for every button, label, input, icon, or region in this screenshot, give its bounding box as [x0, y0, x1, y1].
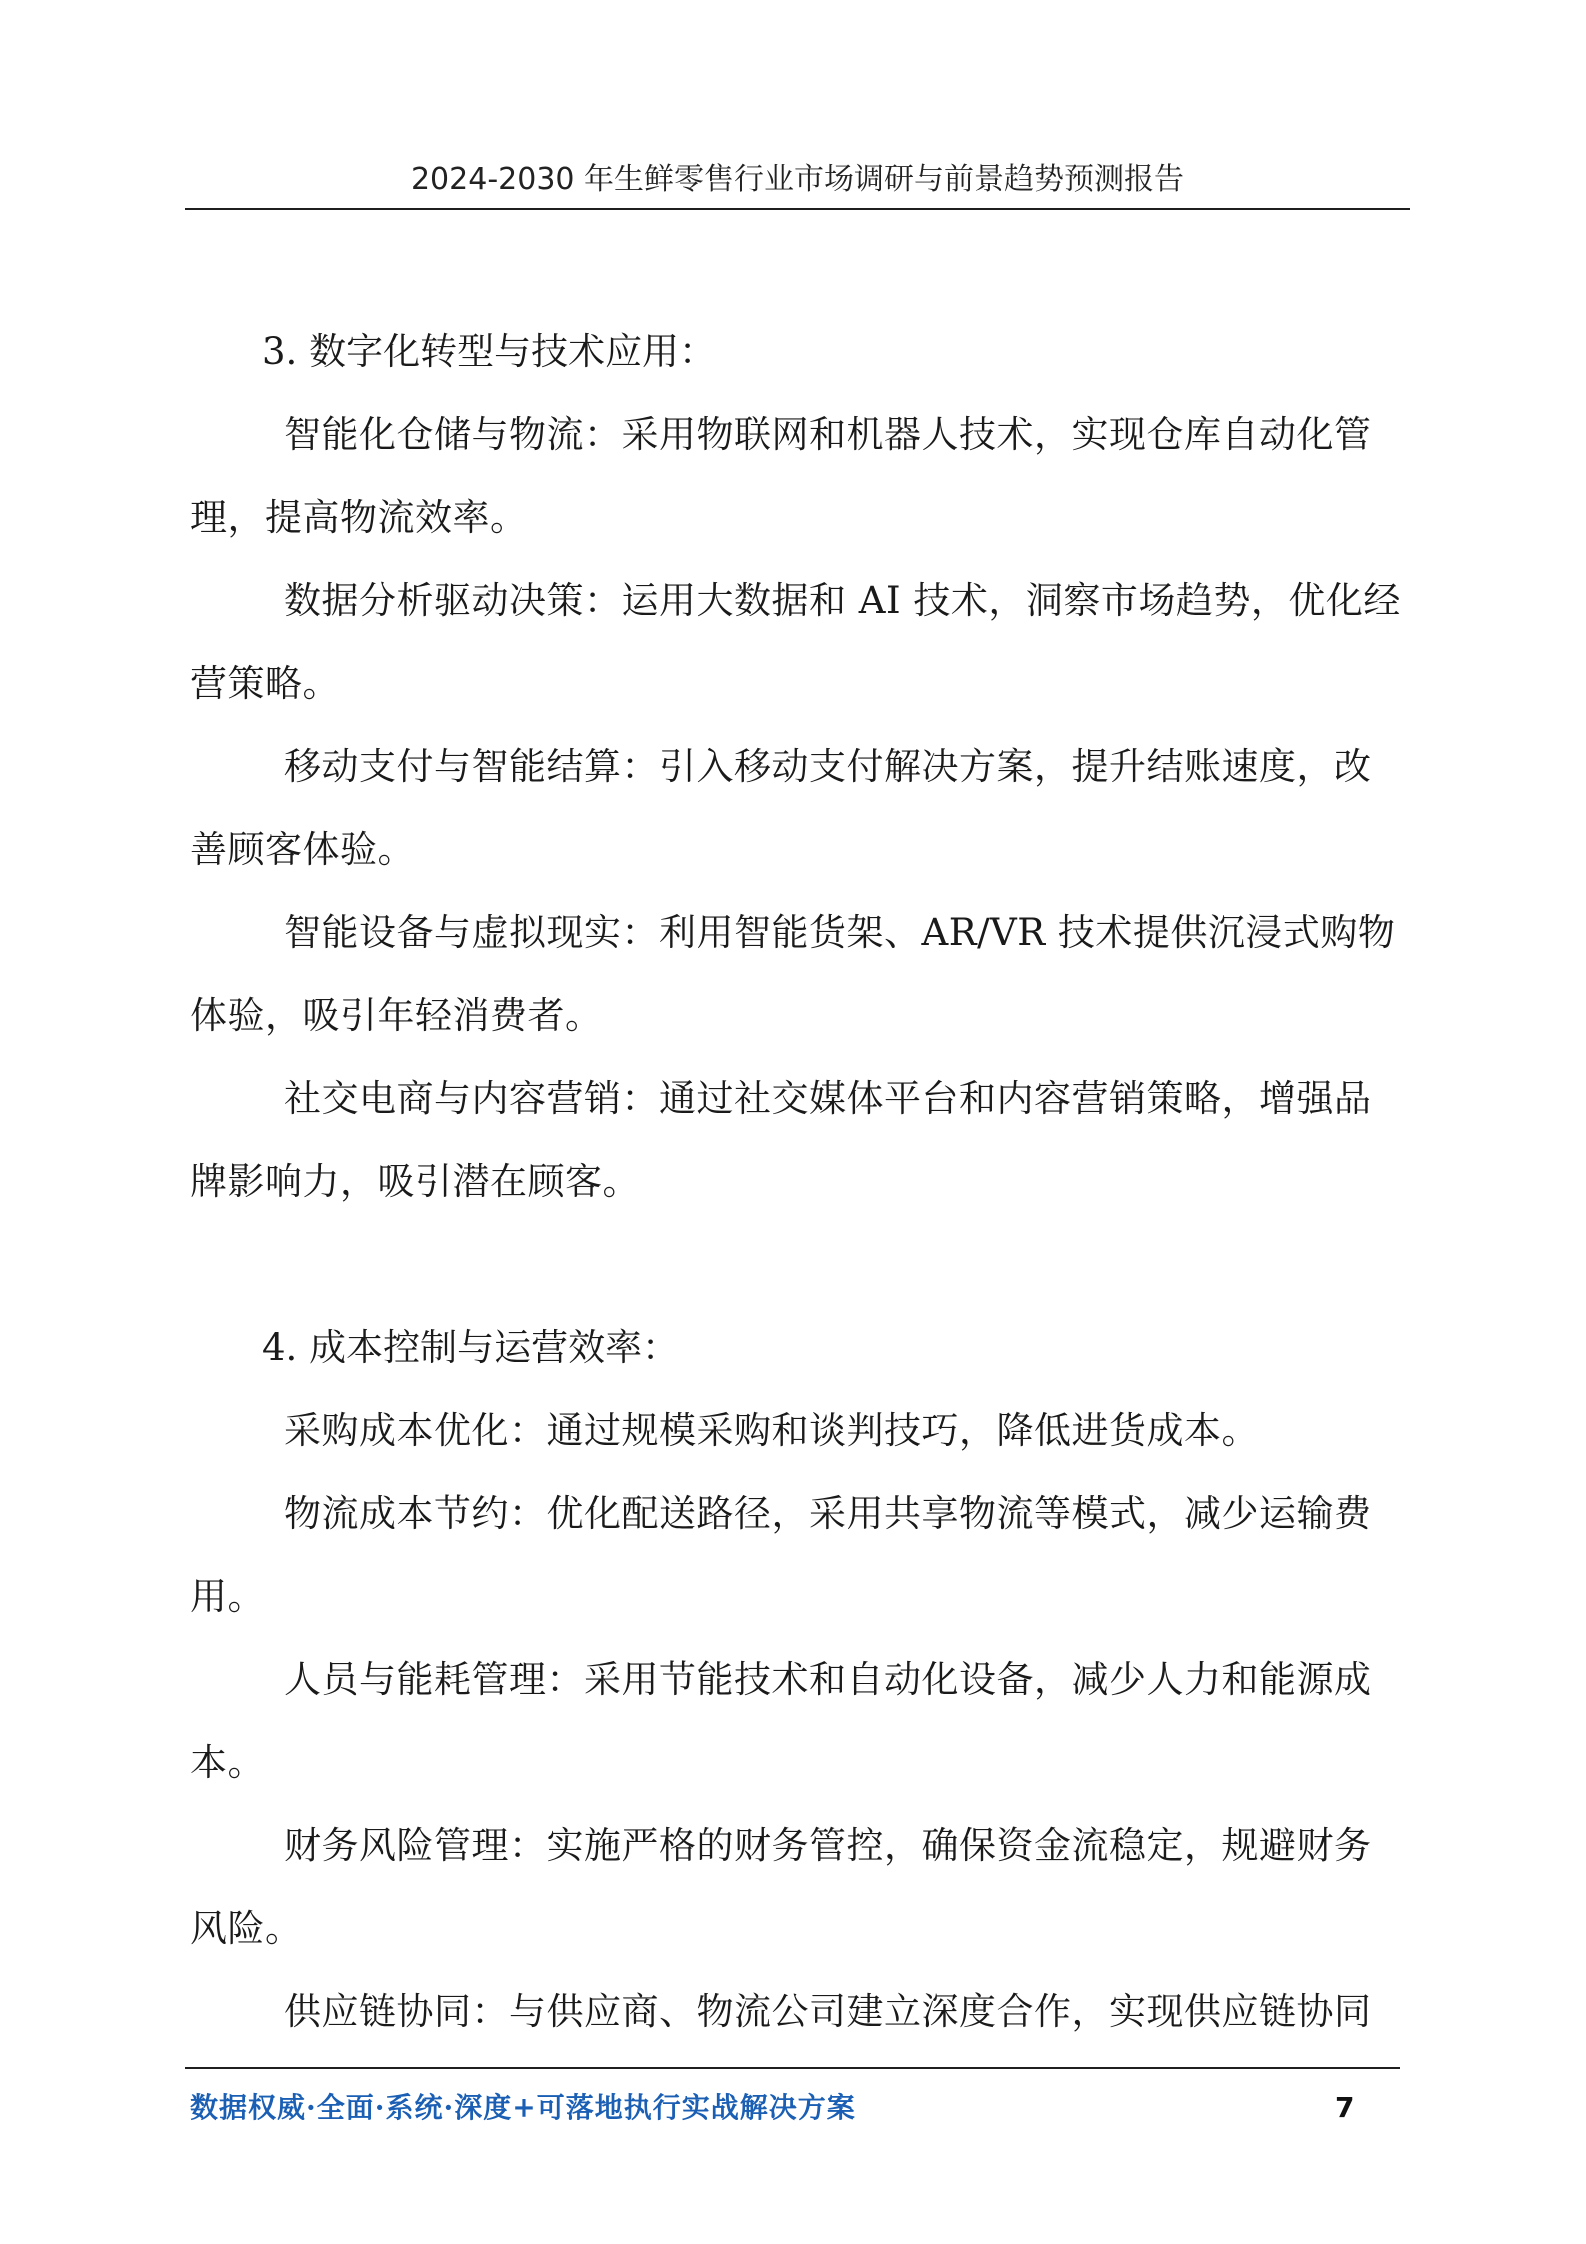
page-number: 7 — [1335, 2091, 1355, 2124]
document-body — [190, 310, 1405, 2053]
paragraph-supply-chain: 供应链协同：与供应商、物流公司建立深度合作，实现供应链协同 — [284, 1990, 1372, 2033]
paragraph-smart-warehousing: 智能化仓储与物流：采用物联网和机器人技术，实现仓库自动化管理，提高物流效率。 — [190, 413, 1372, 539]
paragraph-smart-devices-vr: 智能设备与虚拟现实：利用智能货架、AR/VR 技术提供沉浸式购物体验，吸引年轻消费者。 — [190, 911, 1396, 1037]
paragraph-staff-energy: 人员与能耗管理：采用节能技术和自动化设备，减少人力和能源成本。 — [190, 1658, 1372, 1784]
header-divider — [185, 208, 1410, 210]
paragraph-procurement-cost: 采购成本优化：通过规模采购和谈判技巧，降低进货成本。 — [284, 1409, 1259, 1452]
paragraph-financial-risk: 财务风险管理：实施严格的财务管控，确保资金流稳定，规避财务风险。 — [190, 1824, 1372, 1950]
page-header-title: 2024-2030 年生鲜零售行业市场调研与前景趋势预测报告 — [410, 162, 1185, 197]
section-heading-3: 3. 数字化转型与技术应用： — [262, 330, 717, 373]
paragraph-logistics-cost: 物流成本节约：优化配送路径，采用共享物流等模式，减少运输费用。 — [190, 1492, 1372, 1618]
footer-divider — [185, 2067, 1400, 2069]
paragraph-social-commerce: 社交电商与内容营销：通过社交媒体平台和内容营销策略，增强品牌影响力，吸引潜在顾客。 — [190, 1077, 1372, 1203]
paragraph-data-analysis: 数据分析驱动决策：运用大数据和 AI 技术，洞察市场趋势，优化经营策略。 — [190, 579, 1401, 705]
section-gap — [190, 1223, 1405, 1306]
section-heading-4: 4. 成本控制与运营效率： — [262, 1326, 680, 1369]
footer-slogan: 数据权威·全面·系统·深度+可落地执行实战解决方案 — [190, 2091, 856, 2124]
paragraph-mobile-payment: 移动支付与智能结算：引入移动支付解决方案，提升结账速度，改善顾客体验。 — [190, 745, 1372, 871]
